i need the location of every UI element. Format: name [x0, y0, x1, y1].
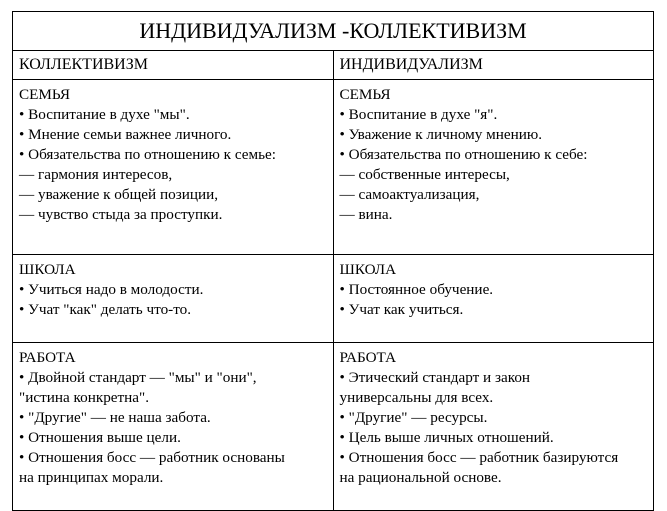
section-row-school — [13, 255, 654, 343]
list-item: • Отношения босс — работник базируются — [339, 449, 619, 466]
list-item: — вина. — [339, 206, 393, 223]
list-item: • Воспитание в духе "мы". — [19, 106, 190, 123]
list-item: • Обязательства по отношению к себе: — [339, 146, 588, 163]
section-row-work — [13, 343, 654, 511]
table-title: ИНДИВИДУАЛИЗМ -КОЛЛЕКТИВИЗМ — [13, 12, 654, 51]
list-item: • Двойной стандарт — "мы" и "они", — [19, 369, 257, 386]
collectivism-work-cell — [13, 343, 334, 511]
list-item: "истина конкретна". — [19, 389, 150, 406]
list-item: на принципах морали. — [19, 469, 164, 486]
list-item: • Мнение семьи важнее личного. — [19, 126, 232, 143]
list-item: • Обязательства по отношению к семье: — [19, 146, 276, 163]
list-item: — чувство стыда за проступки. — [19, 206, 223, 223]
individualism-work-cell — [333, 343, 654, 511]
list-item: • "Другие" — не наша забота. — [19, 409, 211, 426]
list-item: • Учиться надо в молодости. — [19, 281, 204, 298]
list-item: — гармония интересов, — [19, 166, 173, 183]
column-header-collectivism: КОЛЛЕКТИВИЗМ — [13, 51, 334, 80]
list-item: • Учат как учиться. — [339, 301, 464, 318]
section-row-family — [13, 80, 654, 255]
column-header-individualism: ИНДИВИДУАЛИЗМ — [333, 51, 654, 80]
section-title: СЕМЬЯ — [19, 86, 70, 103]
list-item: — уважение к общей позиции, — [19, 186, 219, 203]
section-title: РАБОТА — [19, 349, 76, 366]
section-title: ШКОЛА — [19, 261, 76, 278]
list-item: • Цель выше личных отношений. — [339, 429, 554, 446]
list-item: • "Другие" — ресурсы. — [339, 409, 488, 426]
list-item: • Отношения выше цели. — [19, 429, 181, 446]
collectivism-school-cell — [13, 255, 334, 343]
list-item: • Учат "как" делать что-то. — [19, 301, 192, 318]
list-item: • Воспитание в духе "я". — [339, 106, 498, 123]
list-item: универсальны для всех. — [339, 389, 494, 406]
list-item: • Этический стандарт и закон — [339, 369, 531, 386]
section-title: РАБОТА — [339, 349, 397, 366]
title-row — [13, 12, 654, 51]
header-row — [13, 51, 654, 80]
list-item: • Уважение к личному мнению. — [339, 126, 543, 143]
individualism-school-cell — [333, 255, 654, 343]
list-item: на рациональной основе. — [339, 469, 502, 486]
list-item: — самоактуализация, — [339, 186, 480, 203]
section-title: СЕМЬЯ — [339, 86, 391, 103]
list-item: • Отношения босс — работник основаны — [19, 449, 285, 466]
individualism-family-cell — [333, 80, 654, 255]
collectivism-family-cell — [13, 80, 334, 255]
comparison-table — [12, 11, 654, 511]
list-item: — собственные интересы, — [339, 166, 510, 183]
list-item: • Постоянное обучение. — [339, 281, 494, 298]
section-title: ШКОЛА — [339, 261, 397, 278]
